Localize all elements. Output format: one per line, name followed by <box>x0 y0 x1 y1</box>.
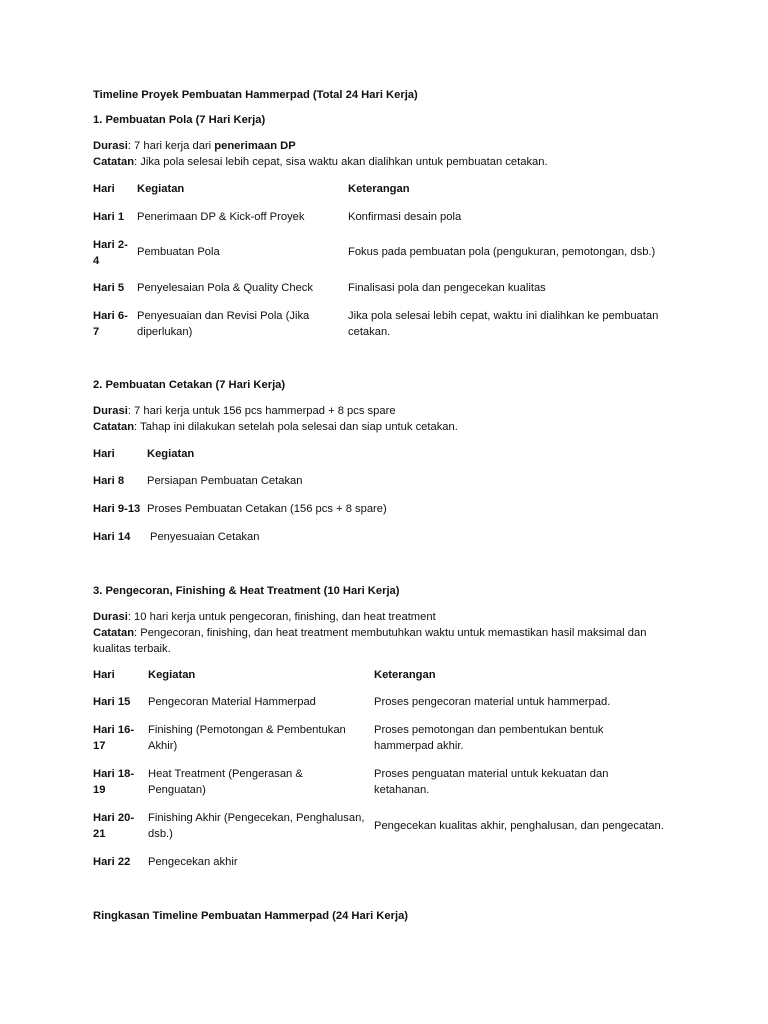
table-2-header-hari: Hari <box>93 448 115 460</box>
table-3-row-4-kegiatan: Finishing Akhir (Pengecekan, Penghalusan, dsb.) <box>148 812 365 840</box>
table-1-row-1-hari: Hari 1 <box>93 211 125 223</box>
table-2-row-3-kegiatan: Penyesuaian Cetakan <box>150 531 260 543</box>
table-3-row-3-keterangan: Proses penguatan material untuk kekuatan dan ketahanan. <box>374 768 609 796</box>
table-2-row-1-hari: Hari 8 <box>93 475 125 487</box>
table-3-row-2-kegiatan: Finishing (Pemotongan & Pembentukan Akhir) <box>148 724 346 752</box>
table-3-row-3-hari: Hari 18- 19 <box>93 768 135 796</box>
section-2-durasi <box>93 403 693 419</box>
table-3-header-keterangan: Keterangan <box>374 669 436 681</box>
table-3-header-hari: Hari <box>93 669 115 681</box>
table-3-row-5-hari: Hari 22 <box>93 856 131 868</box>
table-3-row-3-kegiatan: Heat Treatment (Pengerasan & Penguatan) <box>148 768 303 796</box>
section-1-durasi <box>93 138 693 154</box>
table-1-row-3-hari: Hari 5 <box>93 282 125 294</box>
table-2-row-2-hari: Hari 9-13 <box>93 503 141 515</box>
table-1-row-4-hari: Hari 6- 7 <box>93 310 128 338</box>
table-3-row-5-kegiatan: Pengecekan akhir <box>148 856 238 868</box>
table-3-row-2-keterangan: Proses pemotongan dan pembentukan bentuk hammerpad akhir. <box>374 724 604 752</box>
table-3-row-1-kegiatan: Pengecoran Material Hammerpad <box>148 696 316 708</box>
table-3-row-4-hari: Hari 20- 21 <box>93 812 135 840</box>
section-1-catatan <box>93 154 693 170</box>
catatan-label: Catatan <box>93 627 135 639</box>
table-3-row-4-keterangan: Pengecekan kualitas akhir, penghalusan, dan pengecatan. <box>374 820 664 832</box>
table-2-row-3-hari: Hari 14 <box>93 531 131 543</box>
durasi-label: Durasi <box>93 611 128 623</box>
section-2-title: 2. Pembuatan Cetakan (7 Hari Kerja) <box>93 379 286 391</box>
catatan-text: : Tahap ini dilakukan setelah pola selesai dan siap untuk cetakan. <box>134 421 458 433</box>
table-1-row-2-keterangan: Fokus pada pembuatan pola (pengukuran, pemotongan, dsb.) <box>348 246 656 258</box>
section-3-durasi <box>93 609 693 625</box>
table-2-header-kegiatan: Kegiatan <box>147 448 195 460</box>
summary-title: Ringkasan Timeline Pembuatan Hammerpad (24 Hari Kerja) <box>93 910 409 922</box>
table-2-row-1-kegiatan: Persiapan Pembuatan Cetakan <box>147 475 303 487</box>
table-1-header-kegiatan: Kegiatan <box>137 183 185 195</box>
durasi-label: Durasi <box>93 140 128 152</box>
table-1-header-keterangan: Keterangan <box>348 183 410 195</box>
durasi-text: : 10 hari kerja untuk pengecoran, finishing, dan heat treatment <box>127 611 436 623</box>
table-3-row-2-hari: Hari 16- 17 <box>93 724 135 752</box>
table-1-header-hari: Hari <box>93 183 115 195</box>
document-title: Timeline Proyek Pembuatan Hammerpad (Total 24 Hari Kerja) <box>93 89 418 101</box>
table-3-row-1-hari: Hari 15 <box>93 696 131 708</box>
durasi-text: : 7 hari kerja dari <box>127 140 215 152</box>
table-1-row-4-kegiatan: Penyesuaian dan Revisi Pola (Jika diperlukan) <box>137 310 310 338</box>
table-1-row-3-keterangan: Finalisasi pola dan pengecekan kualitas <box>348 282 546 294</box>
durasi-label: Durasi <box>93 405 128 417</box>
table-2-row-2-kegiatan: Proses Pembuatan Cetakan (156 pcs + 8 spare) <box>147 503 387 515</box>
table-1-row-1-keterangan: Konfirmasi desain pola <box>348 211 462 223</box>
catatan-label: Catatan <box>93 156 135 168</box>
section-2-catatan <box>93 419 693 435</box>
section-3-catatan <box>93 625 683 657</box>
table-1-row-2-hari: Hari 2- 4 <box>93 239 128 267</box>
catatan-text: : Pengecoran, finishing, dan heat treatment membutuhkan waktu untuk memastikan hasil maksimal dan kualitas terbaik. <box>93 627 647 655</box>
table-3-header-kegiatan: Kegiatan <box>148 669 196 681</box>
durasi-bold-text: penerimaan DP <box>214 140 296 152</box>
table-1-row-3-kegiatan: Penyelesaian Pola & Quality Check <box>137 282 313 294</box>
section-1-title: 1. Pembuatan Pola (7 Hari Kerja) <box>93 114 266 126</box>
durasi-text: : 7 hari kerja untuk 156 pcs hammerpad + 8 pcs spare <box>127 405 396 417</box>
catatan-text: : Jika pola selesai lebih cepat, sisa waktu akan dialihkan untuk pembuatan cetakan. <box>134 156 548 168</box>
table-3-row-1-keterangan: Proses pengecoran material untuk hammerpad. <box>374 696 611 708</box>
section-3-title: 3. Pengecoran, Finishing & Heat Treatment (10 Hari Kerja) <box>93 585 400 597</box>
table-1-row-4-keterangan: Jika pola selesai lebih cepat, waktu ini dialihkan ke pembuatan cetakan. <box>348 310 659 338</box>
table-1-row-2-kegiatan: Pembuatan Pola <box>137 246 220 258</box>
catatan-label: Catatan <box>93 421 135 433</box>
table-1-row-1-kegiatan: Penerimaan DP & Kick-off Proyek <box>137 211 305 223</box>
